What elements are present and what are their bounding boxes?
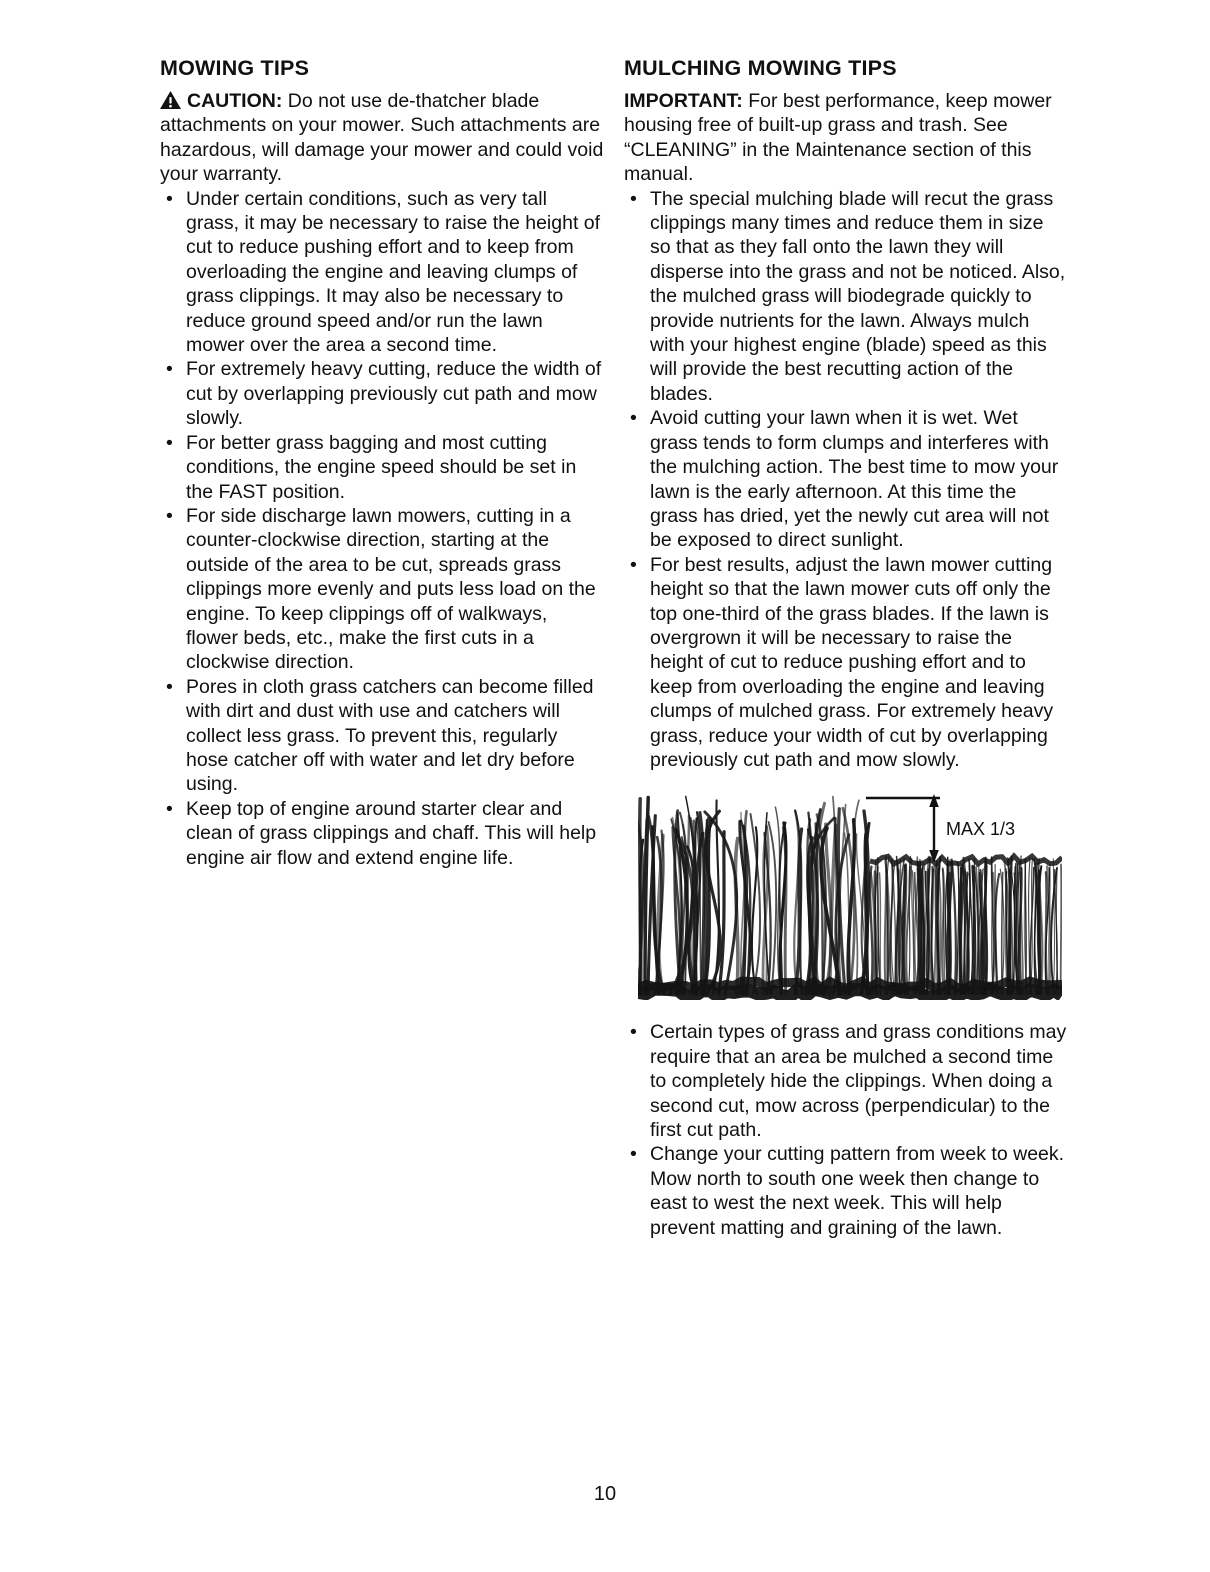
list-item: • For best results, adjust the lawn mower cutting height so that the lawn mower cuts off only the top one-third of the grass blades. If the lawn is overgrown it will be necessary to raise the height of cut to reduce pushing effort and to keep from overloading the engine and leaving clumps of mulched grass. For extremely heavy grass, reduce your width of cut by overlapping previously cut path and mow slowly. [624, 553, 1068, 773]
important-label: IMPORTANT: [624, 90, 743, 112]
list-item: • For better grass bagging and most cutting conditions, the engine speed should be set in the FAST position. [160, 431, 604, 504]
mowing-tips-list [160, 187, 604, 870]
list-item: • For extremely heavy cutting, reduce the width of cut by overlapping previously cut path and mow slowly. [160, 357, 604, 430]
list-item: • Keep top of engine around starter clear and clean of grass clippings and chaff. This will help engine air flow and extend engine life. [160, 797, 604, 870]
list-item: • Under certain conditions, such as very tall grass, it may be necessary to raise the height of cut to reduce pushing effort and to keep from overloading the engine and leaving clumps of grass clippings. It may also be necessary to reduce ground speed and/or run the lawn mower over the area a second time. [160, 187, 604, 358]
important-paragraph [624, 89, 1068, 187]
list-item: • The special mulching blade will recut the grass clippings many times and reduce them in size so that as they fall onto the lawn they will disperse into the grass and not be noticed. Also, the mulched grass will biodegrade quickly to provide nutrients for the lawn. Always mulch with your highest engine (blade) speed as this will provide the best recutting action of the blades. [624, 187, 1068, 407]
page-number: 10 [593, 1483, 617, 1505]
right-column [624, 55, 1068, 1240]
caution-label: CAUTION: [187, 90, 283, 112]
mowing-tips-heading: MOWING TIPS [160, 56, 310, 80]
mulching-mowing-tips-heading: MULCHING MOWING TIPS [624, 56, 897, 80]
caution-text: Do not use de-thatcher blade attachments on your mower. Such attachments are hazardous, will damage your mower and could void your warranty. [160, 90, 604, 186]
mulching-tips-list-bottom [624, 1020, 1068, 1240]
figure-max-label: MAX 1/3 [946, 819, 1016, 840]
list-item: • Change your cutting pattern from week to week. Mow north to south one week then change to east to west the next week. This will help prevent matting and graining of the lawn. [624, 1142, 1068, 1240]
warning-triangle-icon [160, 89, 181, 113]
left-column [160, 55, 604, 870]
mulching-tips-list-top [624, 187, 1068, 773]
list-item: • For side discharge lawn mowers, cutting in a counter-clockwise direction, starting at the outside of the area to be cut, spreads grass clippings more evenly and puts less load on the engine. To keep clippings off of walkways, flower beds, etc., make the first cuts in a clockwise direction. [160, 504, 604, 675]
important-text: For best performance, keep mower housing free of built-up grass and trash. See “CLEANING” in the Maintenance section of this manual. [624, 90, 1052, 186]
list-item: • Certain types of grass and grass conditions may require that an area be mulched a second time to completely hide the clippings. When doing a second cut, mow across (perpendicular) to the first cut path. [624, 1020, 1068, 1142]
measurement-arrow [866, 794, 940, 863]
grass-cut-height-illustration [638, 788, 1062, 1000]
list-item: • Avoid cutting your lawn when it is wet. Wet grass tends to form clumps and interferes with the mulching action. The best time to mow your lawn is the early afternoon. At this time the grass has dried, yet the newly cut area will not be exposed to direct sunlight. [624, 406, 1068, 552]
caution-paragraph [160, 89, 604, 187]
grass-figure-svg [638, 788, 1062, 1000]
list-item: • Pores in cloth grass catchers can become filled with dirt and dust with use and catchers will collect less grass. To prevent this, regularly hose catcher off with water and let dry before using. [160, 675, 604, 797]
